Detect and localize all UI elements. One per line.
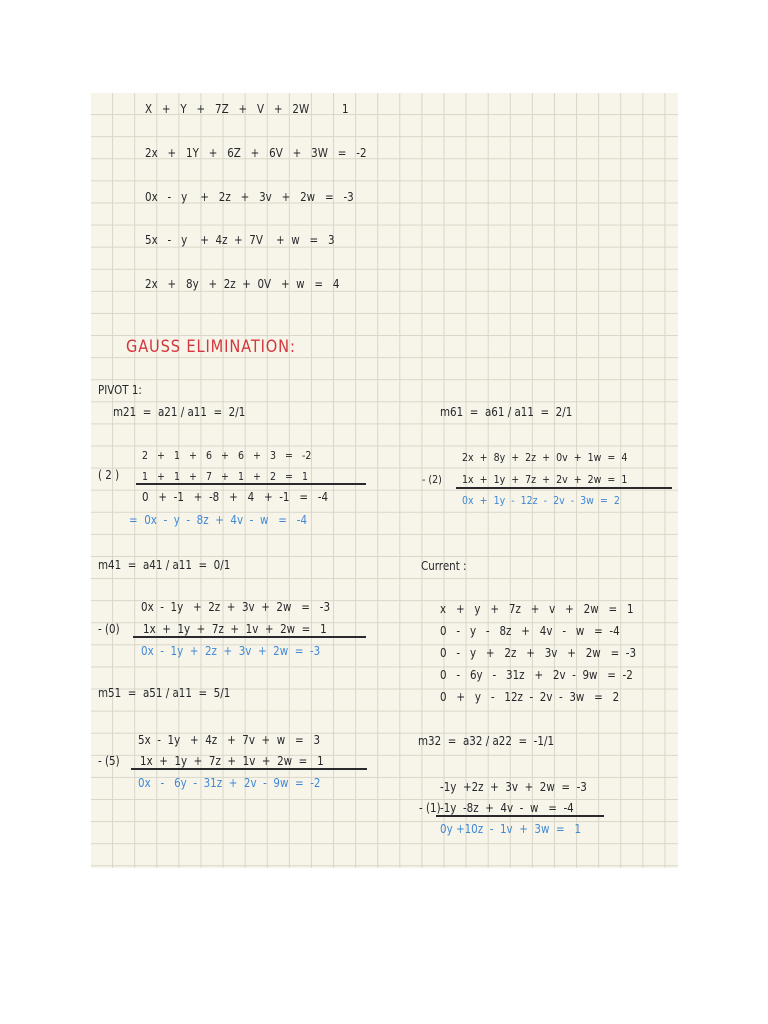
m32-row-pivot: -1y -8z + 4v - w = -4 — [440, 801, 574, 815]
system-eq-5: 2x + 8y + 2z + 0V + w = 4 — [145, 277, 340, 291]
m51-formula: m51 = a51 / a11 = 5/1 — [98, 686, 231, 700]
m41-row-pivot: 1x + 1y + 7z + 1v + 2w = 1 — [143, 622, 327, 636]
m61-formula: m61 = a61 / a11 = 2/1 — [440, 405, 573, 419]
m41-row-final: 0x - 1y + 2z + 3v + 2w = -3 — [141, 644, 321, 658]
m21-formula: m21 = a21 / a11 = 2/1 — [113, 405, 246, 419]
m32-row-final: 0y +10z - 1v + 3w = 1 — [440, 822, 582, 836]
current-row-1: x + y + 7z + v + 2w = 1 — [440, 602, 634, 616]
system-eq-3: 0x - y + 2z + 3v + 2w = -3 — [145, 190, 354, 204]
m51-multiplier: - (5) — [98, 754, 120, 768]
section-heading: GAUSS ELIMINATION: — [126, 337, 296, 357]
m32-multiplier: - (1) — [419, 801, 441, 815]
pivot-label: PIVOT 1: — [98, 383, 142, 397]
m32-formula: m32 = a32 / a22 = -1/1 — [418, 734, 555, 748]
m61-row-final: 0x + 1y - 12z - 2v - 3w = 2 — [462, 494, 620, 507]
current-row-2: 0 - y - 8z + 4v - w = -4 — [440, 624, 620, 638]
m41-subtraction-line — [133, 636, 366, 638]
current-row-3: 0 - y + 2z + 3v + 2w = -3 — [440, 646, 637, 660]
system-eq-2: 2x + 1Y + 6Z + 6V + 3W = -2 — [145, 146, 367, 160]
m61-row-pivot: 1x + 1y + 7z + 2v + 2w = 1 — [462, 473, 628, 486]
m51-row-pivot: 1x + 1y + 7z + 1v + 2w = 1 — [140, 754, 324, 768]
m41-formula: m41 = a41 / a11 = 0/1 — [98, 558, 231, 572]
m21-subtraction-line — [136, 483, 366, 485]
system-eq-1: X + Y + 7Z + V + 2W 1 — [145, 102, 349, 116]
m61-multiplier: - (2) — [422, 473, 442, 486]
current-row-5: 0 + y - 12z - 2v - 3w = 2 — [440, 690, 620, 704]
m21-row-pivot: 1 + 1 + 7 + 1 + 2 = 1 — [142, 470, 308, 483]
m21-row-top: 2 + 1 + 6 + 6 + 3 = -2 — [142, 449, 312, 462]
m51-row-final: 0x - 6y - 31z + 2v - 9w = -2 — [138, 776, 321, 790]
notebook-page — [91, 93, 678, 868]
m21-row-final: = 0x - y - 8z + 4v - w = -4 — [129, 513, 308, 527]
m32-row-top: -1y +2z + 3v + 2w = -3 — [440, 780, 587, 794]
system-eq-4: 5x - y + 4z + 7V + w = 3 — [145, 233, 335, 247]
m51-subtraction-line — [131, 768, 367, 770]
m41-multiplier: - (0) — [98, 622, 120, 636]
m41-row-top: 0x - 1y + 2z + 3v + 2w = -3 — [141, 600, 331, 614]
m32-subtraction-line — [436, 815, 604, 817]
m51-row-top: 5x - 1y + 4z + 7v + w = 3 — [138, 733, 321, 747]
current-row-4: 0 - 6y - 31z + 2v - 9w = -2 — [440, 668, 633, 682]
current-label: Current : — [421, 559, 467, 573]
m61-subtraction-line — [456, 487, 672, 489]
m61-row-top: 2x + 8y + 2z + 0v + 1w = 4 — [462, 451, 628, 464]
m21-row-result: 0 + -1 + -8 + 4 + -1 = -4 — [142, 490, 329, 504]
m21-multiplier: ( 2 ) — [98, 468, 120, 482]
